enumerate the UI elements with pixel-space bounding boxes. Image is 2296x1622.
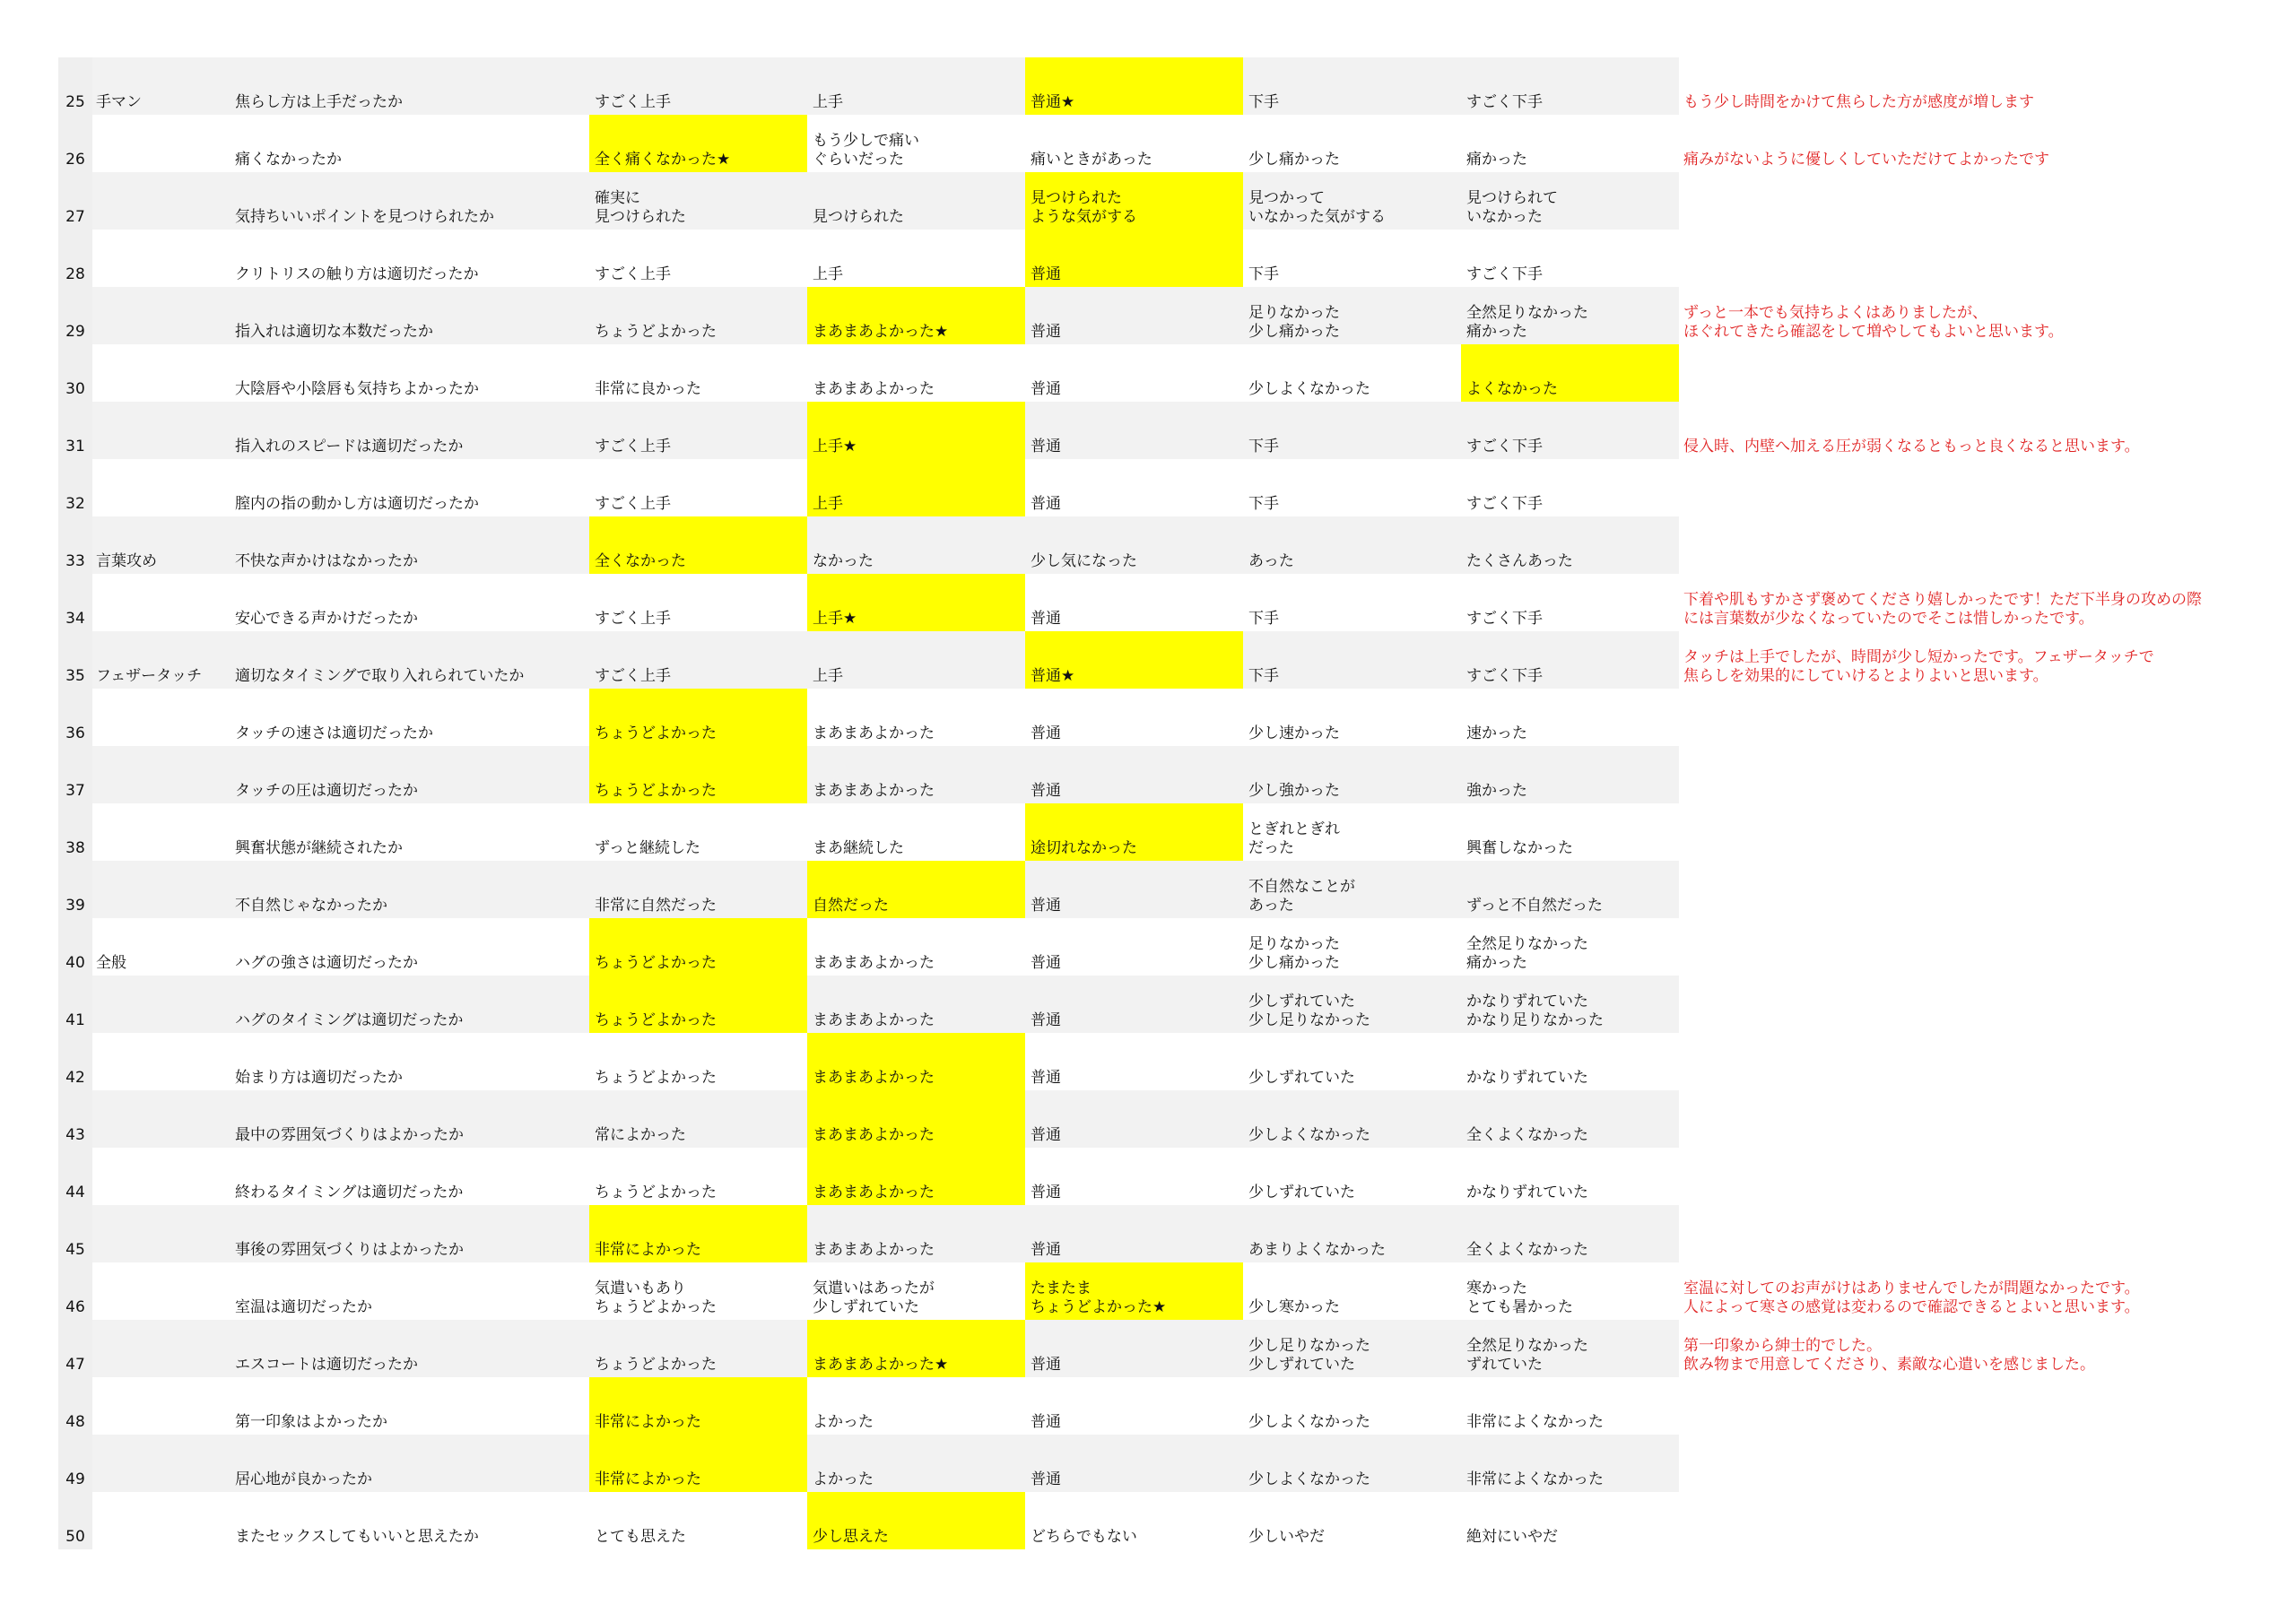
table-row bbox=[58, 516, 2296, 574]
comment-cell bbox=[1682, 861, 2296, 918]
answer-option-cell: 強かった bbox=[1466, 782, 1527, 800]
comment-cell bbox=[1682, 1090, 2296, 1148]
answer-option-cell: 常によかった bbox=[595, 1126, 686, 1144]
category-cell bbox=[94, 746, 229, 803]
selected-answer-cell: まあまあよかった★ bbox=[807, 287, 1025, 344]
answer-option-cell: 全くよくなかった bbox=[1466, 1126, 1588, 1144]
answer-option-cell: 非常に自然だった bbox=[595, 897, 717, 915]
comment-cell: 侵入時、内壁へ加える圧が弱くなるともっと良くなると思います。 bbox=[1683, 438, 2140, 455]
answer-option-cell: 非常によくなかった bbox=[1466, 1470, 1604, 1488]
selected-answer-cell: 途切れなかった bbox=[1025, 803, 1243, 861]
selected-answer-cell: よくなかった bbox=[1461, 344, 1679, 402]
answer-option-cell: 速かった bbox=[1466, 724, 1527, 742]
answer-option-cell: 足りなかった 少し痛かった bbox=[1248, 304, 1340, 341]
comment-cell bbox=[1682, 976, 2296, 1033]
question-cell: タッチの圧は適切だったか bbox=[235, 782, 418, 800]
row-number: 46 bbox=[58, 1262, 92, 1320]
row-number: 49 bbox=[58, 1435, 92, 1492]
row-number: 31 bbox=[58, 402, 92, 459]
answer-option-cell: かなりずれていた かなり足りなかった bbox=[1466, 993, 1604, 1029]
answer-option-cell: もう少しで痛い ぐらいだった bbox=[813, 132, 919, 169]
answer-option-cell: まあまあよかった bbox=[813, 1241, 935, 1259]
answer-option-cell: すごく下手 bbox=[1466, 495, 1543, 513]
answer-option-cell: たくさんあった bbox=[1466, 552, 1573, 570]
answer-option-cell: どちらでもない bbox=[1031, 1528, 1137, 1546]
answer-option-cell: 普通 bbox=[1031, 380, 1061, 398]
table-row bbox=[58, 689, 2296, 746]
answer-option-cell: ちょうどよかった bbox=[595, 323, 717, 341]
answer-option-cell: 少し痛かった bbox=[1248, 151, 1340, 169]
answer-option-cell: とても思えた bbox=[595, 1528, 686, 1546]
category-cell bbox=[94, 803, 229, 861]
row-number: 44 bbox=[58, 1148, 92, 1205]
question-cell: タッチの速さは適切だったか bbox=[235, 724, 433, 742]
category-cell bbox=[94, 1148, 229, 1205]
question-cell: 第一印象はよかったか bbox=[235, 1413, 387, 1431]
question-cell: 膣内の指の動かし方は適切だったか bbox=[235, 495, 479, 513]
question-cell: 安心できる声かけだったか bbox=[235, 610, 418, 628]
selected-answer-cell: まあまあよかった★ bbox=[807, 1320, 1025, 1377]
category-cell bbox=[94, 1435, 229, 1492]
answer-option-cell: すごく下手 bbox=[1466, 610, 1543, 628]
answer-option-cell: 下手 bbox=[1248, 495, 1279, 513]
answer-option-cell: 少し気になった bbox=[1031, 552, 1137, 570]
answer-option-cell: 少し強かった bbox=[1248, 782, 1340, 800]
answer-option-cell: すごく上手 bbox=[595, 495, 671, 513]
selected-answer-cell: まあまあよかった bbox=[807, 1090, 1025, 1148]
comment-cell bbox=[1682, 344, 2296, 402]
answer-option-cell: すごく上手 bbox=[595, 438, 671, 455]
answer-option-cell: 全くよくなかった bbox=[1466, 1241, 1588, 1259]
selected-answer-cell: 全く痛くなかった★ bbox=[589, 115, 807, 172]
answer-option-cell: 下手 bbox=[1248, 438, 1279, 455]
category-cell bbox=[94, 689, 229, 746]
comment-cell bbox=[1682, 1033, 2296, 1090]
selected-answer-cell: 上手★ bbox=[807, 574, 1025, 631]
answer-option-cell: よかった bbox=[813, 1413, 874, 1431]
row-number: 36 bbox=[58, 689, 92, 746]
row-number: 26 bbox=[58, 115, 92, 172]
table-row bbox=[58, 1148, 2296, 1205]
answer-option-cell: ちょうどよかった bbox=[595, 1069, 717, 1087]
answer-option-cell: すごく下手 bbox=[1466, 93, 1543, 111]
answer-option-cell: 見つけられて いなかった bbox=[1466, 189, 1558, 226]
category-cell: 言葉攻め bbox=[96, 552, 157, 570]
answer-option-cell: よかった bbox=[813, 1470, 874, 1488]
question-cell: クリトリスの触り方は適切だったか bbox=[235, 265, 479, 283]
question-cell: 指入れは適切な本数だったか bbox=[235, 323, 433, 341]
selected-answer-cell: ちょうどよかった bbox=[589, 976, 807, 1033]
answer-option-cell: 少しずれていた bbox=[1248, 1069, 1355, 1087]
question-cell: 最中の雰囲気づくりはよかったか bbox=[235, 1126, 464, 1144]
answer-option-cell: 普通 bbox=[1031, 1241, 1061, 1259]
row-number: 41 bbox=[58, 976, 92, 1033]
selected-answer-cell: 見つけられた ような気がする bbox=[1025, 172, 1243, 230]
row-number: 42 bbox=[58, 1033, 92, 1090]
answer-option-cell: すごく上手 bbox=[595, 93, 671, 111]
category-cell: フェザータッチ bbox=[96, 667, 203, 685]
comment-cell bbox=[1682, 1435, 2296, 1492]
question-cell: ハグの強さは適切だったか bbox=[235, 954, 418, 972]
row-number: 50 bbox=[58, 1492, 92, 1549]
question-cell: エスコートは適切だったか bbox=[235, 1356, 418, 1374]
answer-option-cell: なかった bbox=[813, 552, 874, 570]
row-number: 38 bbox=[58, 803, 92, 861]
answer-option-cell: 興奮しなかった bbox=[1466, 839, 1573, 857]
answer-option-cell: まあまあよかった bbox=[813, 954, 935, 972]
answer-option-cell: 普通 bbox=[1031, 1126, 1061, 1144]
answer-option-cell: 少しよくなかった bbox=[1248, 1470, 1370, 1488]
answer-option-cell: 普通 bbox=[1031, 1413, 1061, 1431]
answer-option-cell: 普通 bbox=[1031, 610, 1061, 628]
answer-option-cell: まあまあよかった bbox=[813, 724, 935, 742]
answer-option-cell: 上手 bbox=[813, 667, 843, 685]
question-cell: 室温は適切だったか bbox=[235, 1298, 372, 1316]
question-cell: ハグのタイミングは適切だったか bbox=[235, 1011, 464, 1029]
answer-option-cell: 絶対にいやだ bbox=[1466, 1528, 1558, 1546]
row-number: 33 bbox=[58, 516, 92, 574]
category-cell bbox=[94, 976, 229, 1033]
answer-option-cell: すごく下手 bbox=[1466, 265, 1543, 283]
answer-option-cell: ちょうどよかった bbox=[595, 1184, 717, 1201]
question-cell: 痛くなかったか bbox=[235, 151, 342, 169]
answer-option-cell: すごく下手 bbox=[1466, 667, 1543, 685]
answer-option-cell: 痛かった bbox=[1466, 151, 1527, 169]
answer-option-cell: 下手 bbox=[1248, 667, 1279, 685]
selected-answer-cell: 非常によかった bbox=[589, 1435, 807, 1492]
answer-option-cell: ちょうどよかった bbox=[595, 1356, 717, 1374]
row-number: 30 bbox=[58, 344, 92, 402]
answer-option-cell: かなりずれていた bbox=[1466, 1184, 1588, 1201]
answer-option-cell: 普通 bbox=[1031, 782, 1061, 800]
category-cell bbox=[94, 459, 229, 516]
category-cell bbox=[94, 1033, 229, 1090]
category-cell bbox=[94, 344, 229, 402]
answer-option-cell: 少しよくなかった bbox=[1248, 1413, 1370, 1431]
answer-option-cell: まあまあよかった bbox=[813, 782, 935, 800]
question-cell: 大陰唇や小陰唇も気持ちよかったか bbox=[235, 380, 479, 398]
category-cell bbox=[94, 574, 229, 631]
category-cell bbox=[94, 1492, 229, 1549]
answer-option-cell: 少し足りなかった 少しずれていた bbox=[1248, 1337, 1370, 1374]
comment-cell bbox=[1682, 230, 2296, 287]
answer-option-cell: 普通 bbox=[1031, 323, 1061, 341]
category-cell: 全般 bbox=[96, 954, 126, 972]
question-cell: 終わるタイミングは適切だったか bbox=[235, 1184, 464, 1201]
row-number: 28 bbox=[58, 230, 92, 287]
question-cell: 興奮状態が継続されたか bbox=[235, 839, 403, 857]
table-row bbox=[58, 287, 2296, 344]
answer-option-cell: すごく下手 bbox=[1466, 438, 1543, 455]
comment-cell: ずっと一本でも気持ちよくはありましたが、 ほぐれてきたら確認をして増やしてもよいと思います。 bbox=[1683, 304, 2064, 341]
question-cell: 居心地が良かったか bbox=[235, 1470, 372, 1488]
selected-answer-cell: 上手★ bbox=[807, 402, 1025, 459]
comment-cell: タッチは上手でしたが、時間が少し短かったです。フェザータッチで 焦らしを効果的にしていけるとよりよいと思います。 bbox=[1683, 648, 2154, 685]
selected-answer-cell: まあまあよかった bbox=[807, 1033, 1025, 1090]
category-cell bbox=[94, 172, 229, 230]
answer-option-cell: 少し寒かった bbox=[1248, 1298, 1340, 1316]
table-row bbox=[58, 1090, 2296, 1148]
answer-option-cell: 普通 bbox=[1031, 897, 1061, 915]
category-cell bbox=[94, 287, 229, 344]
selected-answer-cell: 上手 bbox=[807, 459, 1025, 516]
selected-answer-cell: 自然だった bbox=[807, 861, 1025, 918]
selected-answer-cell: ちょうどよかった bbox=[589, 746, 807, 803]
comment-cell bbox=[1682, 1492, 2296, 1549]
answer-option-cell: 下手 bbox=[1248, 610, 1279, 628]
answer-option-cell: 非常に良かった bbox=[595, 380, 701, 398]
row-number: 27 bbox=[58, 172, 92, 230]
row-number: 39 bbox=[58, 861, 92, 918]
comment-cell bbox=[1682, 1205, 2296, 1262]
selected-answer-cell: 普通★ bbox=[1025, 631, 1243, 689]
row-number: 45 bbox=[58, 1205, 92, 1262]
answer-option-cell: 普通 bbox=[1031, 438, 1061, 455]
answer-option-cell: 痛いときがあった bbox=[1031, 151, 1152, 169]
answer-option-cell: すごく上手 bbox=[595, 667, 671, 685]
comment-cell bbox=[1682, 746, 2296, 803]
answer-option-cell: まあ継続した bbox=[813, 839, 904, 857]
comment-cell bbox=[1682, 803, 2296, 861]
row-number: 48 bbox=[58, 1377, 92, 1435]
comment-cell bbox=[1682, 459, 2296, 516]
comment-cell bbox=[1682, 1148, 2296, 1205]
table-row bbox=[58, 115, 2296, 172]
table-row bbox=[58, 1435, 2296, 1492]
category-cell bbox=[94, 230, 229, 287]
selected-answer-cell: 全くなかった bbox=[589, 516, 807, 574]
row-number: 32 bbox=[58, 459, 92, 516]
answer-option-cell: とぎれとぎれ だった bbox=[1248, 820, 1340, 857]
comment-cell: もう少し時間をかけて焦らした方が感度が増します bbox=[1683, 93, 2034, 111]
table-row bbox=[58, 172, 2296, 230]
answer-option-cell: 普通 bbox=[1031, 1011, 1061, 1029]
selected-answer-cell: たまたま ちょうどよかった★ bbox=[1025, 1262, 1243, 1320]
table-row bbox=[58, 1033, 2296, 1090]
answer-option-cell: 下手 bbox=[1248, 265, 1279, 283]
answer-option-cell: 普通 bbox=[1031, 495, 1061, 513]
answer-option-cell: 全然足りなかった 痛かった bbox=[1466, 935, 1588, 972]
selected-answer-cell: 非常によかった bbox=[589, 1377, 807, 1435]
selected-answer-cell: ちょうどよかった bbox=[589, 918, 807, 976]
selected-answer-cell: 普通 bbox=[1025, 230, 1243, 287]
comment-cell: 室温に対してのお声がけはありませんでしたが問題なかったです。 人によって寒さの感覚は変わるので確認できるとよいと思います。 bbox=[1683, 1279, 2140, 1316]
answer-option-cell: 不自然なことが あった bbox=[1248, 878, 1355, 915]
category-cell bbox=[94, 1320, 229, 1377]
row-number: 37 bbox=[58, 746, 92, 803]
answer-option-cell: 全然足りなかった 痛かった bbox=[1466, 304, 1588, 341]
answer-option-cell: 確実に 見つけられた bbox=[595, 189, 686, 226]
question-cell: 気持ちいいポイントを見つけられたか bbox=[235, 208, 494, 226]
answer-option-cell: 見つけられた bbox=[813, 208, 904, 226]
table-row bbox=[58, 976, 2296, 1033]
comment-cell bbox=[1682, 172, 2296, 230]
answer-option-cell: 普通 bbox=[1031, 1356, 1061, 1374]
category-cell: 手マン bbox=[96, 93, 142, 111]
answer-option-cell: 上手 bbox=[813, 93, 843, 111]
table-row bbox=[58, 631, 2296, 689]
table-row bbox=[58, 402, 2296, 459]
answer-option-cell: あった bbox=[1248, 552, 1294, 570]
answer-option-cell: 少しずれていた 少し足りなかった bbox=[1248, 993, 1370, 1029]
table-row bbox=[58, 574, 2296, 631]
answer-option-cell: 少しよくなかった bbox=[1248, 380, 1370, 398]
category-cell bbox=[94, 1090, 229, 1148]
answer-option-cell: すごく上手 bbox=[595, 610, 671, 628]
table-row bbox=[58, 1262, 2296, 1320]
comment-cell: 痛みがないように優しくしていただけてよかったです bbox=[1683, 151, 2049, 169]
row-number: 47 bbox=[58, 1320, 92, 1377]
row-number: 25 bbox=[58, 57, 92, 115]
category-cell bbox=[94, 115, 229, 172]
answer-option-cell: 普通 bbox=[1031, 1069, 1061, 1087]
answer-option-cell: 全然足りなかった ずれていた bbox=[1466, 1337, 1588, 1374]
table-row bbox=[58, 803, 2296, 861]
row-number: 43 bbox=[58, 1090, 92, 1148]
comment-cell bbox=[1682, 689, 2296, 746]
selected-answer-cell: 少し思えた bbox=[807, 1492, 1025, 1549]
table-row bbox=[58, 344, 2296, 402]
answer-option-cell: 普通 bbox=[1031, 954, 1061, 972]
answer-option-cell: 気遣いはあったが 少しずれていた bbox=[813, 1279, 935, 1316]
answer-option-cell: あまりよくなかった bbox=[1248, 1241, 1386, 1259]
answer-option-cell: 足りなかった 少し痛かった bbox=[1248, 935, 1340, 972]
comment-cell: 下着や肌もすかさず褒めてくださり嬉しかったです！ただ下半身の攻めの際 には言葉数が少なくなっていたのでそこは惜しかったです。 bbox=[1683, 591, 2202, 628]
answer-option-cell: 非常によくなかった bbox=[1466, 1413, 1604, 1431]
selected-answer-cell: ちょうどよかった bbox=[589, 689, 807, 746]
comment-cell bbox=[1682, 516, 2296, 574]
answer-option-cell: 寒かった とても暑かった bbox=[1466, 1279, 1573, 1316]
answer-option-cell: 少しずれていた bbox=[1248, 1184, 1355, 1201]
table-row bbox=[58, 746, 2296, 803]
table-row bbox=[58, 1320, 2296, 1377]
question-cell: 事後の雰囲気づくりはよかったか bbox=[235, 1241, 464, 1259]
question-cell: またセックスしてもいいと思えたか bbox=[235, 1528, 479, 1546]
answer-option-cell: まあまあよかった bbox=[813, 1011, 935, 1029]
answer-option-cell: 普通 bbox=[1031, 1470, 1061, 1488]
question-cell: 焦らし方は上手だったか bbox=[235, 93, 403, 111]
comment-cell: 第一印象から紳士的でした。 飲み物まで用意してくださり、素敵な心遣いを感じました。 bbox=[1683, 1337, 2095, 1374]
row-number: 40 bbox=[58, 918, 92, 976]
answer-option-cell: まあまあよかった bbox=[813, 380, 935, 398]
answer-option-cell: 見つかって いなかった気がする bbox=[1248, 189, 1386, 226]
comment-cell bbox=[1682, 918, 2296, 976]
answer-option-cell: ずっと継続した bbox=[595, 839, 700, 857]
answer-option-cell: 少し速かった bbox=[1248, 724, 1340, 742]
row-number: 35 bbox=[58, 631, 92, 689]
table-row bbox=[58, 918, 2296, 976]
question-cell: 不自然じゃなかったか bbox=[235, 897, 387, 915]
table-row bbox=[58, 57, 2296, 115]
answer-option-cell: 気遣いもあり ちょうどよかった bbox=[595, 1279, 717, 1316]
row-number: 29 bbox=[58, 287, 92, 344]
category-cell bbox=[94, 861, 229, 918]
answer-option-cell: 少しいやだ bbox=[1248, 1528, 1325, 1546]
table-row bbox=[58, 1492, 2296, 1549]
category-cell bbox=[94, 1262, 229, 1320]
selected-answer-cell: 普通★ bbox=[1025, 57, 1243, 115]
answer-option-cell: 少しよくなかった bbox=[1248, 1126, 1370, 1144]
category-cell bbox=[94, 402, 229, 459]
answer-option-cell: ずっと不自然だった bbox=[1466, 897, 1603, 915]
question-cell: 始まり方は適切だったか bbox=[235, 1069, 403, 1087]
row-number: 34 bbox=[58, 574, 92, 631]
answer-option-cell: すごく上手 bbox=[595, 265, 671, 283]
answer-option-cell: 下手 bbox=[1248, 93, 1279, 111]
question-cell: 指入れのスピードは適切だったか bbox=[235, 438, 464, 455]
table-row bbox=[58, 459, 2296, 516]
table-row bbox=[58, 230, 2296, 287]
question-cell: 適切なタイミングで取り入れられていたか bbox=[235, 667, 525, 685]
question-cell: 不快な声かけはなかったか bbox=[235, 552, 418, 570]
answer-option-cell: 上手 bbox=[813, 265, 843, 283]
comment-cell bbox=[1682, 1377, 2296, 1435]
selected-answer-cell: まあまあよかった bbox=[807, 1148, 1025, 1205]
table-row bbox=[58, 1377, 2296, 1435]
table-row bbox=[58, 861, 2296, 918]
answer-option-cell: 普通 bbox=[1031, 724, 1061, 742]
category-cell bbox=[94, 1377, 229, 1435]
answer-option-cell: 普通 bbox=[1031, 1184, 1061, 1201]
selected-answer-cell: 非常によかった bbox=[589, 1205, 807, 1262]
answer-option-cell: かなりずれていた bbox=[1466, 1069, 1588, 1087]
category-cell bbox=[94, 1205, 229, 1262]
table-row bbox=[58, 1205, 2296, 1262]
